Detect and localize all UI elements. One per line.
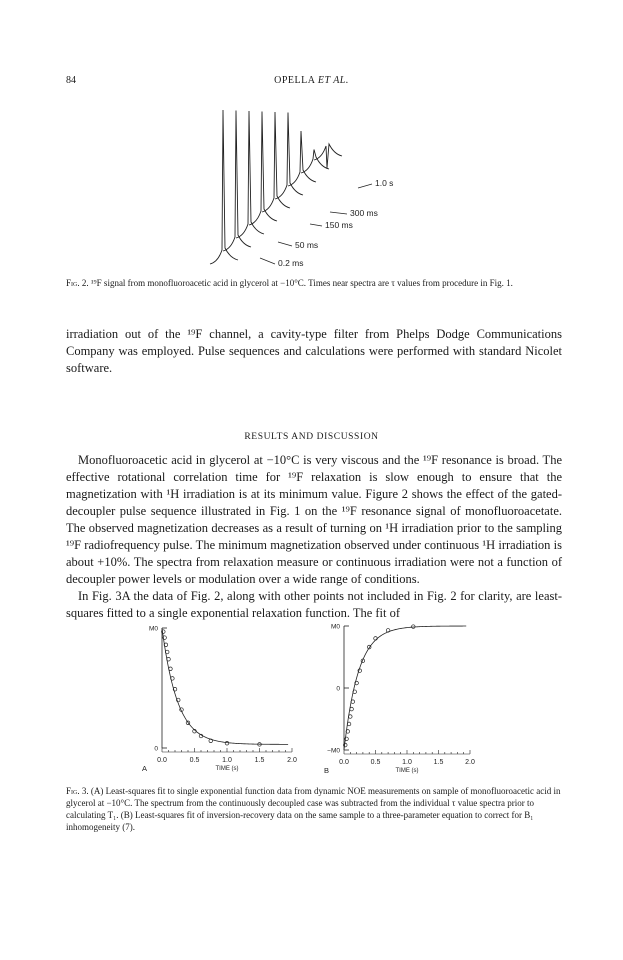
x-axis-label: TIME (s) xyxy=(395,768,419,774)
x-axis-label: TIME (s) xyxy=(215,766,239,772)
section-heading: RESULTS AND DISCUSSION xyxy=(244,432,379,442)
running-head xyxy=(0,75,623,86)
x-tick-label: 1.5 xyxy=(433,759,444,766)
data-point xyxy=(225,741,229,745)
x-tick-label: 1.0 xyxy=(222,757,232,764)
y-tick-label: 0 xyxy=(154,745,158,753)
spectrum-label-leader xyxy=(330,212,347,214)
figure-3-caption-label: Fig. 3. xyxy=(66,786,89,796)
x-tick-label: 0.5 xyxy=(370,759,381,766)
y-tick-label: M0 xyxy=(148,625,158,633)
y-tick-label: −M0 xyxy=(327,747,340,755)
spectrum-label: 50 ms xyxy=(295,240,319,250)
paragraph-2: Monofluoroacetic acid in glycerol at −10°C is very viscous and the ¹⁹F resonance is broad. The effective rotational correlation time for ¹⁹F relaxation is slow enough to ensure that the magnetization with ¹H irradiation is at its minimum value. Figure 2 shows the effect of the gated-decoupler pulse sequence illustrated in Fig. 1 on the ¹⁹F resonance signal of monofluoroacetate. The observed magnetization decreases as a result of turning on ¹H irradiation prior to the sampling ¹⁹F radiofrequency pulse. The minimum magnetization observed under continuous ¹H irradiation is about +10%. The spectra from relaxation measure or continuous irradiation were not a function of decoupler power levels or modulation over a wide range of conditions. xyxy=(66,453,562,586)
panel-label: B xyxy=(324,766,330,775)
x-tick-label: 0.5 xyxy=(189,757,200,764)
spectrum-trace xyxy=(301,150,329,174)
page-number: 84 xyxy=(66,75,76,86)
fit-curve xyxy=(162,628,288,744)
figure-3-caption-text: (A) Least-squares fit to single exponential function data from dynamic NOE measurements on sample of monofluoroacetic acid in glycerol at −10°C. The spectrum from the continuously decoupled case was subtracted from the individual τ value spectra prior to calculating T₁. (B) Least-squares fit of inversion-recovery data on the same sample to a three-parameter equation to correct for B₁ inhomogeneity (7). xyxy=(66,786,561,832)
x-tick-label: 2.0 xyxy=(465,759,475,766)
spectra-labels xyxy=(260,178,393,268)
figure-2-caption-text: ¹⁹F signal from monofluoroacetic acid in glycerol at −10°C. Times near spectra are τ values from procedure in Fig. 1. xyxy=(90,278,513,288)
x-tick-label: 1.5 xyxy=(254,757,265,764)
running-head-authors: OPELLA xyxy=(274,75,315,86)
spectrum-trace xyxy=(288,131,316,186)
spectrum-trace xyxy=(249,112,277,226)
figure-3b-chart xyxy=(300,620,480,780)
y-tick-label: 0 xyxy=(336,685,340,693)
spectrum-trace xyxy=(262,112,290,212)
spectrum-label-leader xyxy=(278,242,292,246)
spectrum-label: 150 ms xyxy=(325,220,353,230)
panel-label: A xyxy=(142,764,148,773)
spectrum-label-leader xyxy=(358,184,372,188)
paragraph-results xyxy=(66,452,562,622)
figure-2-spectra xyxy=(200,100,430,280)
x-tick-label: 1.0 xyxy=(402,759,412,766)
x-tick-label: 0.0 xyxy=(339,759,349,766)
figure-2-caption-label: Fig. 2. xyxy=(66,278,89,288)
x-tick-label: 2.0 xyxy=(287,757,297,764)
data-point xyxy=(349,715,353,719)
y-tick-label: M0 xyxy=(330,623,340,631)
running-head-etal: ET AL. xyxy=(317,75,349,86)
spectrum-label: 0.2 ms xyxy=(278,258,304,268)
paragraph-3: In Fig. 3A the data of Fig. 2, along with other points not included in Fig. 2 for clarity, are least-squares fitted to a single exponential relaxation function. The fit of xyxy=(66,589,562,620)
fit-curve xyxy=(344,626,466,750)
axes xyxy=(162,628,292,752)
figure-2-caption xyxy=(66,277,562,289)
figure-3a-chart xyxy=(140,620,300,780)
x-tick-label: 0.0 xyxy=(157,757,167,764)
figure-3-caption xyxy=(66,785,562,833)
data-point xyxy=(350,707,354,711)
paragraph-1: irradiation out of the ¹⁹F channel, a cavity-type filter from Phelps Dodge Communications Company was employed. Pulse sequences and calculations were performed with standard Nicolet software. xyxy=(66,327,562,375)
spectrum-trace xyxy=(314,144,342,168)
spectrum-label-leader xyxy=(260,258,275,264)
spectrum-label: 1.0 s xyxy=(375,178,394,188)
spectrum-label: 300 ms xyxy=(350,208,378,218)
axes xyxy=(344,626,470,754)
spectrum-label-leader xyxy=(310,224,322,226)
spectrum-trace xyxy=(223,111,251,252)
data-point xyxy=(169,667,173,671)
spectrum-trace xyxy=(236,111,264,238)
paragraph-methods-end xyxy=(66,326,562,377)
spectra-traces xyxy=(210,110,342,264)
